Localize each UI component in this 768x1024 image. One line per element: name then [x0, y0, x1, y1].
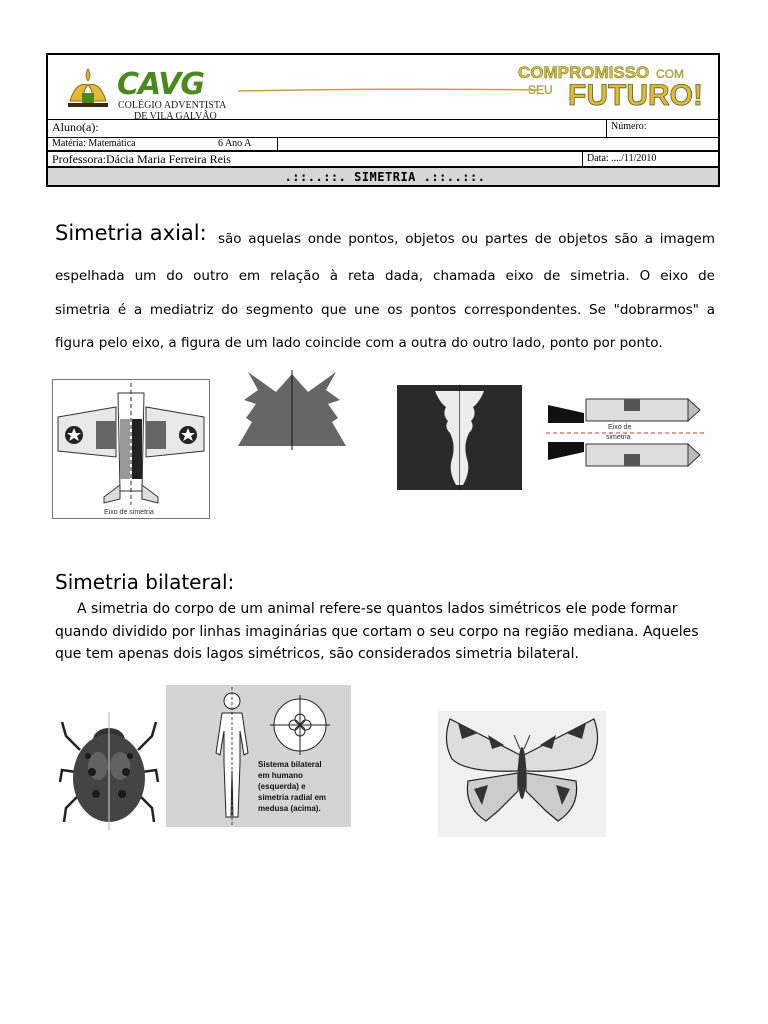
- airplane-caption: Eixo de simetria: [104, 509, 154, 516]
- star-shape-figure: [236, 370, 348, 450]
- slogan: [518, 63, 718, 115]
- bilateral-line-1: A simetria do corpo de um animal refere-se quantos lados simétricos ele pode formar: [77, 601, 678, 617]
- class-label: 6 Ano A: [218, 138, 252, 149]
- slogan-word4: FUTURO!: [568, 79, 703, 112]
- bilateral-heading: Simetria bilateral:: [55, 570, 235, 594]
- airplane-image: [52, 379, 210, 519]
- axial-heading: Simetria axial:: [55, 221, 207, 245]
- school-logo: [62, 67, 232, 122]
- student-number-field[interactable]: Número:: [606, 120, 718, 137]
- axial-line-2: espelhada um do outro em relação à reta dada, chamada eixo de simetria. O eixo de: [55, 268, 715, 284]
- school-name-line2: DE VILA GALVÃO: [134, 111, 217, 122]
- slogan-word3: SEU: [528, 83, 553, 97]
- human-medusa-image: [166, 685, 351, 827]
- caption-line3: (esquerda) e: [258, 782, 306, 791]
- faces-vase-image: [397, 385, 522, 490]
- butterfly-figure: [438, 711, 606, 837]
- beetle-image: [58, 712, 160, 830]
- ship-image: [546, 395, 704, 470]
- caption-line5: medusa (acima).: [258, 804, 321, 813]
- header-swoosh: [238, 88, 538, 92]
- title-bar: [48, 166, 718, 185]
- subject-row: [48, 137, 718, 150]
- school-name-line1: COLÉGIO ADVENTISTA: [118, 100, 227, 111]
- student-row: [48, 119, 718, 137]
- teacher-row: [48, 150, 718, 166]
- date-field[interactable]: Data: ..../11/2010: [587, 153, 657, 164]
- caption-line2: em humano: [258, 771, 303, 780]
- caption-line1: Sistema bilateral: [258, 760, 322, 769]
- school-logo-text: CAVG: [117, 67, 205, 102]
- ship-figure: [546, 395, 704, 470]
- subject-label: Matéria: Matemática: [52, 138, 136, 149]
- caption-line4: simetria radial em: [258, 793, 327, 802]
- teacher-field: Professora:Dácia Maria Ferreira Reis: [48, 152, 583, 166]
- axial-line-4: figura pelo eixo, a figura de um lado coincide com a outra do outro lado, ponto por ponto.: [55, 335, 663, 351]
- bilateral-line-3: que tem apenas dois lagos simétricos, são considerados simetria bilateral.: [55, 646, 579, 662]
- student-name-field[interactable]: Aluno(a):: [52, 120, 99, 134]
- ship-caption-line1: Eixo de: [608, 424, 632, 431]
- axial-line-3: simetria é a mediatriz do segmento que une os pontos correspondentes. Se "dobrarmos" a: [55, 302, 715, 318]
- slogan-word1: COMPROMISSO: [518, 63, 650, 82]
- ship-caption-line2: simetria: [606, 434, 631, 441]
- star-shape-image: [236, 370, 348, 450]
- subject-field: [48, 138, 278, 150]
- worksheet-header: [46, 53, 720, 187]
- butterfly-image: [438, 711, 606, 837]
- bilateral-line-2: quando dividido por linhas imaginárias que cortam o seu corpo na região mediana. Aqueles: [55, 624, 699, 640]
- school-emblem-icon: [62, 67, 114, 113]
- airplane-figure: [52, 379, 210, 519]
- logo-row: [48, 55, 718, 122]
- slogan-word2: COM: [656, 67, 684, 81]
- beetle-figure: [58, 712, 160, 830]
- worksheet-title: .::..::. SIMETRIA .::..::.: [284, 170, 486, 184]
- faces-vase-figure: [397, 385, 522, 490]
- human-medusa-figure: [166, 685, 351, 827]
- axial-line-1: são aquelas onde pontos, objetos ou partes de objetos são a imagem: [218, 231, 715, 247]
